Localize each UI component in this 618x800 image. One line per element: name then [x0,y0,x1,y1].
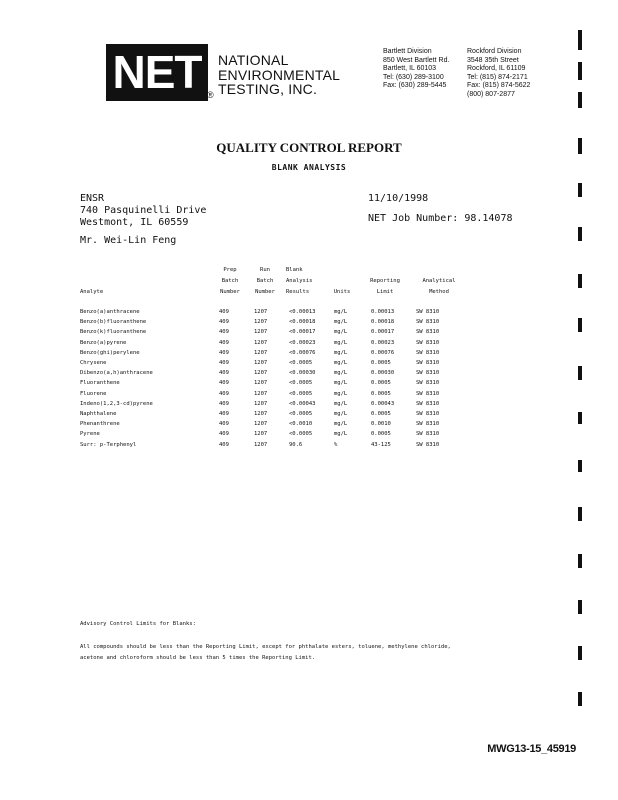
analyte-cell: Indeno(1,2,3-cd)pyrene [80,400,153,407]
method-cell: SW 8310 [416,400,440,407]
run-batch-cell: 1207 [254,309,268,315]
header-line: Units [333,289,351,295]
scan-mark [578,138,582,154]
units-cell: mg/L [334,339,348,346]
scan-mark [578,318,582,332]
reporting-limit-cell: 0.0010 [371,421,391,428]
client-address [80,193,206,229]
header-reporting-limit [363,265,407,298]
units-cell: mg/L [334,370,348,377]
header-line: Number [220,289,240,295]
header-analyte [80,265,103,298]
address-line: Fax: (630) 289-5445 [383,82,447,90]
analyte-cell: Phenanthrene [80,421,120,428]
address-line: Rockford Division [467,48,522,55]
header-line: Analytical [422,278,456,284]
header-line [363,265,407,276]
result-cell: <0.00013 [289,309,316,315]
analyte-cell: Benzo(k)fluoranthene [80,329,147,336]
analyte-cell: Pyrene [80,431,100,438]
prep-batch-cell: 409 [219,309,229,315]
prep-batch-cell: 409 [219,400,229,407]
result-cell: <0.00017 [289,329,316,336]
scan-mark [578,183,582,197]
prep-batch-cell: 409 [219,390,229,397]
header-analytical-method [413,265,465,298]
prep-batch-cell: 409 [219,431,229,438]
method-cell: SW 8310 [416,360,440,366]
address-line: Bartlett, IL 60103 [383,65,437,73]
reporting-limit-cell: 43-125 [371,441,391,448]
run-batch-cell: 1207 [254,421,268,428]
method-cell: SW 8310 [416,339,440,346]
units-cell: mg/L [334,360,348,366]
method-cell: SW 8310 [416,329,440,336]
prep-batch-cell: 409 [219,380,229,387]
result-cell: <0.00023 [289,339,316,346]
report-subtitle: BLANK ANALYSIS [271,163,347,172]
reporting-limit-cell: 0.00043 [371,400,395,407]
header-line [80,265,103,276]
method-cell: SW 8310 [416,390,440,397]
analyte-cell: Benzo(ghi)perylene [80,349,140,356]
method-cell: SW 8310 [416,421,440,428]
company-name-line: NATIONAL [218,52,289,68]
result-cell: <0.00076 [289,349,316,356]
header-line: Results [286,289,310,295]
document-id: MWG13-15_45919 [487,743,576,755]
scan-mark [578,227,582,241]
address-line: Tel: (630) 289-3100 [383,73,444,81]
reporting-limit-cell: 0.0005 [371,411,391,417]
units-cell: % [334,441,338,448]
run-batch-cell: 1207 [254,349,268,356]
reporting-limit-cell: 0.00017 [371,329,395,336]
header-run-batch [249,265,281,298]
analyte-cell: Benzo(b)fluoranthene [80,319,147,326]
result-cell: <0.0005 [289,411,313,417]
client-line: 740 Pasquinelli Drive [80,205,207,216]
registered-mark: ® [207,90,214,100]
header-line: Prep [223,267,237,273]
advisory-text-line: All compounds should be less than the Reporting Limit, except for phthalate esters, toluene, methylene chloride, [80,644,451,650]
reporting-limit-cell: 0.0005 [371,431,391,438]
prep-batch-cell: 409 [219,339,229,346]
run-batch-cell: 1207 [254,370,268,377]
units-cell: mg/L [334,400,348,407]
run-batch-cell: 1207 [254,400,268,407]
units-cell: mg/L [334,349,348,356]
run-batch-cell: 1207 [254,411,268,417]
job-number: NET Job Number: 98.14078 [368,213,513,224]
reporting-limit-cell: 0.0005 [371,390,391,397]
prep-batch-cell: 409 [219,370,229,377]
reporting-limit-cell: 0.0005 [371,380,391,387]
scan-mark [578,62,582,80]
header-line [413,265,465,276]
run-batch-cell: 1207 [254,329,268,336]
units-cell: mg/L [334,431,348,438]
report-title: QUALITY CONTROL REPORT [216,140,402,155]
scan-mark [578,646,582,660]
prep-batch-cell: 409 [219,411,229,417]
prep-batch-cell: 409 [219,349,229,356]
header-line: Reporting [370,278,400,284]
client-line: ENSR [80,193,105,204]
result-cell: <0.00030 [289,370,316,377]
run-batch-cell: 1207 [254,390,268,397]
attention-line: Mr. Wei-Lin Feng [80,235,177,246]
units-cell: mg/L [334,380,348,387]
method-cell: SW 8310 [416,431,440,438]
method-cell: SW 8310 [416,319,440,326]
scan-mark [578,274,582,288]
scan-mark [578,412,582,424]
run-batch-cell: 1207 [254,360,268,366]
address-line: Fax: (815) 874-5622 [467,82,531,90]
scan-mark [578,554,582,568]
run-batch-cell: 1207 [254,380,268,387]
address-line: Tel: (815) 874-2171 [467,73,528,81]
advisory-text-line: acetone and chloroform should be less than 5 times the Reporting Limit. [80,655,316,661]
analyte-cell: Naphthalene [80,411,117,417]
header-line: Number [255,289,275,295]
run-batch-cell: 1207 [254,431,268,438]
advisory-heading: Advisory Control Limits for Blanks: [80,621,196,627]
rockford-division-address [467,48,530,100]
run-batch-cell: 1207 [254,441,268,448]
address-line: Bartlett Division [383,48,432,55]
analyte-cell: Surr: p-Terphenyl [80,441,137,448]
method-cell: SW 8310 [416,309,440,315]
scan-mark [578,92,582,108]
reporting-limit-cell: 0.00076 [371,349,395,356]
prep-batch-cell: 409 [219,441,229,448]
scan-mark [578,366,582,380]
analyte-cell: Chrysene [80,360,107,366]
header-line: Batch [256,278,274,284]
prep-batch-cell: 409 [219,421,229,428]
address-line: 850 West Bartlett Rd. [383,56,450,64]
units-cell: mg/L [334,319,348,326]
result-cell: <0.00018 [289,319,316,326]
company-name-line: TESTING, INC. [218,81,318,97]
reporting-limit-cell: 0.00018 [371,319,395,326]
header-line: Run [260,267,270,273]
result-cell: <0.0005 [289,380,313,387]
method-cell: SW 8310 [416,380,440,387]
units-cell: mg/L [334,390,348,397]
scan-mark [578,600,582,614]
header-results [286,265,326,298]
result-cell: <0.0005 [289,390,313,397]
header-prep-batch [214,265,246,298]
units-cell: mg/L [334,309,348,315]
run-batch-cell: 1207 [254,339,268,346]
reporting-limit-cell: 0.00023 [371,339,395,346]
header-line [330,276,354,287]
client-line: Westmont, IL 60559 [80,217,189,228]
reporting-limit-cell: 0.00030 [371,370,395,377]
result-cell: <0.0005 [289,431,313,438]
prep-batch-cell: 409 [219,360,229,366]
reporting-limit-cell: 0.00013 [371,309,395,315]
company-name [218,53,340,97]
scan-mark [578,30,582,50]
analyte-cell: Benzo(a)anthracene [80,309,140,315]
header-line: Method [429,289,449,295]
method-cell: SW 8310 [416,370,440,377]
result-cell: 90.6 [289,441,303,448]
units-cell: mg/L [334,421,348,428]
address-line: (800) 807-2877 [467,90,515,98]
analyte-cell: Fluoranthene [80,380,120,387]
prep-batch-cell: 409 [219,329,229,336]
analyte-cell: Dibenzo(a,h)anthracene [80,370,153,377]
report-date: 11/10/1998 [368,193,429,204]
address-line: Rockford, IL 61109 [467,65,526,73]
result-cell: <0.0010 [289,421,313,428]
method-cell: SW 8310 [416,411,440,417]
units-cell: mg/L [334,411,348,417]
header-line: Batch [221,278,239,284]
header-line [80,276,103,287]
scan-mark [578,460,582,472]
result-cell: <0.00043 [289,400,316,407]
scan-mark [578,507,582,521]
method-cell: SW 8310 [416,349,440,356]
header-line: Blank [286,267,303,273]
header-line: Analysis [286,278,313,284]
header-line: Analyte [80,289,104,295]
company-name-line: ENVIRONMENTAL [218,66,341,83]
header-line [330,265,354,276]
net-logo: NET [106,44,208,101]
header-units [330,265,354,298]
reporting-limit-cell: 0.0005 [371,360,391,366]
method-cell: SW 8310 [416,441,440,448]
analyte-cell: Benzo(a)pyrene [80,339,127,346]
units-cell: mg/L [334,329,348,336]
analyte-cell: Fluorene [80,390,107,397]
result-cell: <0.0005 [289,360,313,366]
scan-mark [578,692,582,706]
bartlett-division-address [383,48,449,91]
header-line: Limit [376,289,394,295]
address-line: 3548 35th Street [467,56,519,64]
prep-batch-cell: 409 [219,319,229,326]
run-batch-cell: 1207 [254,319,268,326]
